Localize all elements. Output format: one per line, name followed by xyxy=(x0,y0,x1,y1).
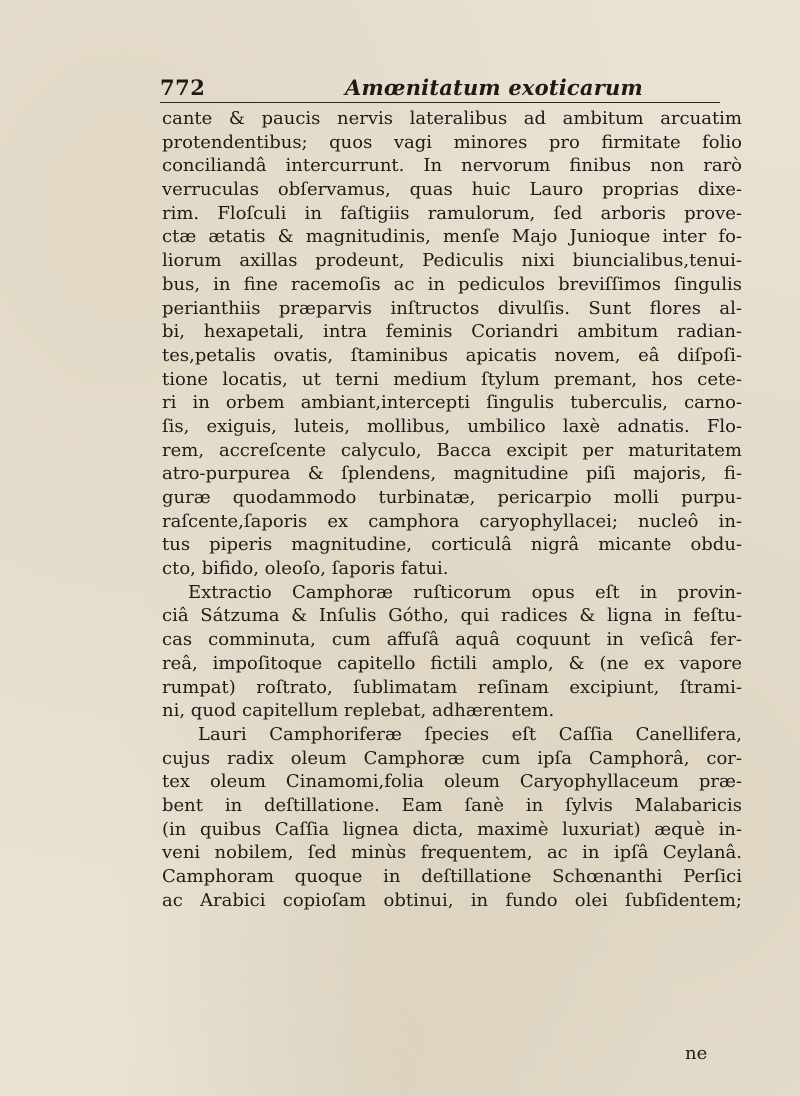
page-number: 772 xyxy=(160,75,206,100)
text-line: bi, hexapetali, intra feminis Coriandri ambitum radian- xyxy=(162,321,742,343)
text-line: tes,petalis ovatis, ſtaminibus apicatis novem, eâ diſpoſi- xyxy=(162,344,742,366)
text-line: rumpat) roſtrato, ſublimatam reſinam excipiunt, ſtrami- xyxy=(162,676,742,698)
text-line: raſcente,ſaporis ex camphora caryophyllacei; nucleô in- xyxy=(162,510,742,532)
page-header xyxy=(160,74,720,103)
text-line: ni, quod capitellum replebat, adhærentem. xyxy=(162,700,555,722)
text-line: ri in orbem ambiant,intercepti ſingulis tuberculis, carno- xyxy=(162,392,742,414)
text-line: ctæ ætatis & magnitudinis, menſe Majo Junioque inter fo- xyxy=(162,226,742,248)
text-line: reâ, impoſitoque capitello fictili amplo, & (ne ex vapore xyxy=(162,652,742,674)
text-line: bent in deſtillatione. Eam ſanè in ſylvis Malabaricis xyxy=(162,794,742,816)
text-line: atro-purpurea & ſplendens, magnitudine piſi majoris, fi- xyxy=(162,463,742,485)
text-line: veni nobilem, ſed minùs frequentem, ac in ipſâ Ceylanâ. xyxy=(162,842,742,864)
text-line: rim. Floſculi in faſtigiis ramulorum, ſed arboris prove- xyxy=(162,202,742,224)
text-line: cujus radix oleum Camphoræ cum ipſa Camphorâ, cor- xyxy=(162,747,742,769)
text-line: conciliandâ intercurrunt. In nervorum finibus non rarò xyxy=(162,155,742,177)
text-line: ciâ Sátzuma & Inſulis Gótho, qui radices & ligna in feſtu- xyxy=(162,605,742,627)
text-line: Camphoram quoque in deſtillatione Schœnanthi Perſici xyxy=(162,866,742,887)
text-line: perianthiis præparvis inſtructos divulſis. Sunt flores al- xyxy=(162,297,742,319)
text-line: tione locatis, ut terni medium ſtylum premant, hos cete- xyxy=(162,368,742,390)
text-line: ſis, exiguis, luteis, mollibus, umbilico laxè adnatis. Flo- xyxy=(162,415,742,437)
running-head: Amœnitatum exoticarum xyxy=(345,75,643,100)
text-line: protendentibus; quos vagi minores pro firmitate folio xyxy=(162,131,742,153)
text-line: bus, in fine racemoſis ac in pediculos breviſſimos ſingulis xyxy=(162,273,742,295)
text-line: ac Arabici copioſam obtinui, in fundo olei ſubſidentem; xyxy=(162,889,742,911)
text-line: liorum axillas prodeunt, Pediculis nixi biuncialibus,tenui- xyxy=(162,250,742,272)
text-line: Lauri Camphoriferæ ſpecies eſt Caſſia Canellifera, xyxy=(198,723,742,745)
text-line: Extractio Camphoræ ruſticorum opus eſt in provin- xyxy=(188,581,742,603)
body-text xyxy=(162,107,742,912)
text-line: guræ quodammodo turbinatæ, pericarpio molli purpu- xyxy=(162,487,742,508)
text-line: tus piperis magnitudine, corticulâ nigrâ micante obdu- xyxy=(162,534,742,556)
text-line: (in quibus Caſſia lignea dicta, maximè luxuriat) æquè in- xyxy=(162,818,742,840)
catchword: ne xyxy=(685,1043,708,1064)
text-line: rem, accreſcente calyculo, Bacca excipit per maturitatem xyxy=(162,439,742,461)
text-line: verruculas obſervamus, quas huic Lauro proprias dixe- xyxy=(162,179,742,201)
text-line: tex oleum Cinamomi,folia oleum Caryophyllaceum præ- xyxy=(162,771,742,793)
text-line: cto, bifido, oleoſo, ſaporis fatui. xyxy=(162,558,449,580)
text-line: cas comminuta, cum affuſâ aquâ coquunt in veſicâ fer- xyxy=(162,629,742,651)
text-line: cante & paucis nervis lateralibus ad ambitum arcuatim xyxy=(162,108,742,129)
